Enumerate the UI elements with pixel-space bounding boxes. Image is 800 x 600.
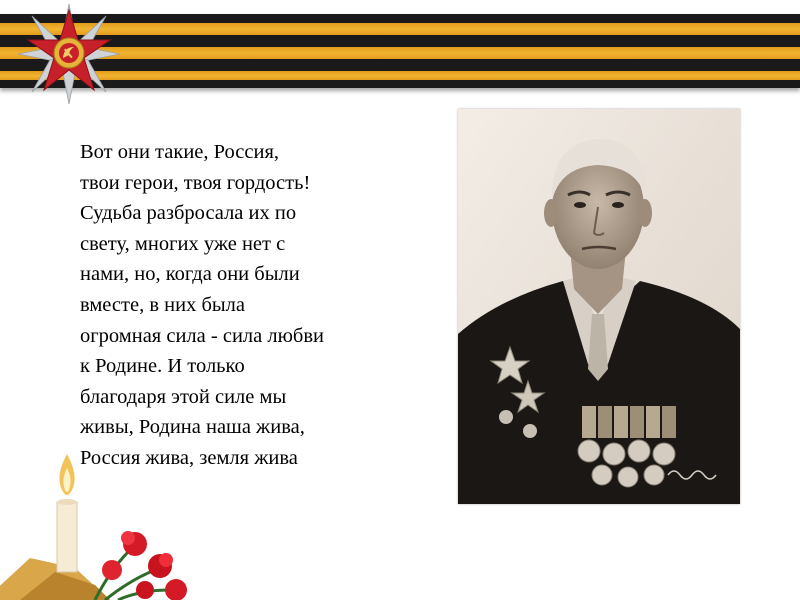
- order-of-patriotic-war-icon: [14, 2, 124, 106]
- carnation-flowers-icon: [95, 531, 187, 600]
- memorial-decoration: [0, 440, 200, 600]
- veteran-portrait-photo: [458, 109, 740, 504]
- eternal-flame-star-icon: [0, 558, 110, 600]
- memorial-candle-icon: [57, 454, 77, 572]
- portrait-image: [458, 109, 740, 504]
- main-text: Вот они такие, Россия, твои герои, твоя гордость! Судьба разбросала их по свету, многих уже нет с нами, но, когда они были вместе, в них была огромная сила - сила любви к Родине. И только благодаря этой силе мы живы, Родина наша жива, Россия жива, земля жива: [80, 141, 324, 469]
